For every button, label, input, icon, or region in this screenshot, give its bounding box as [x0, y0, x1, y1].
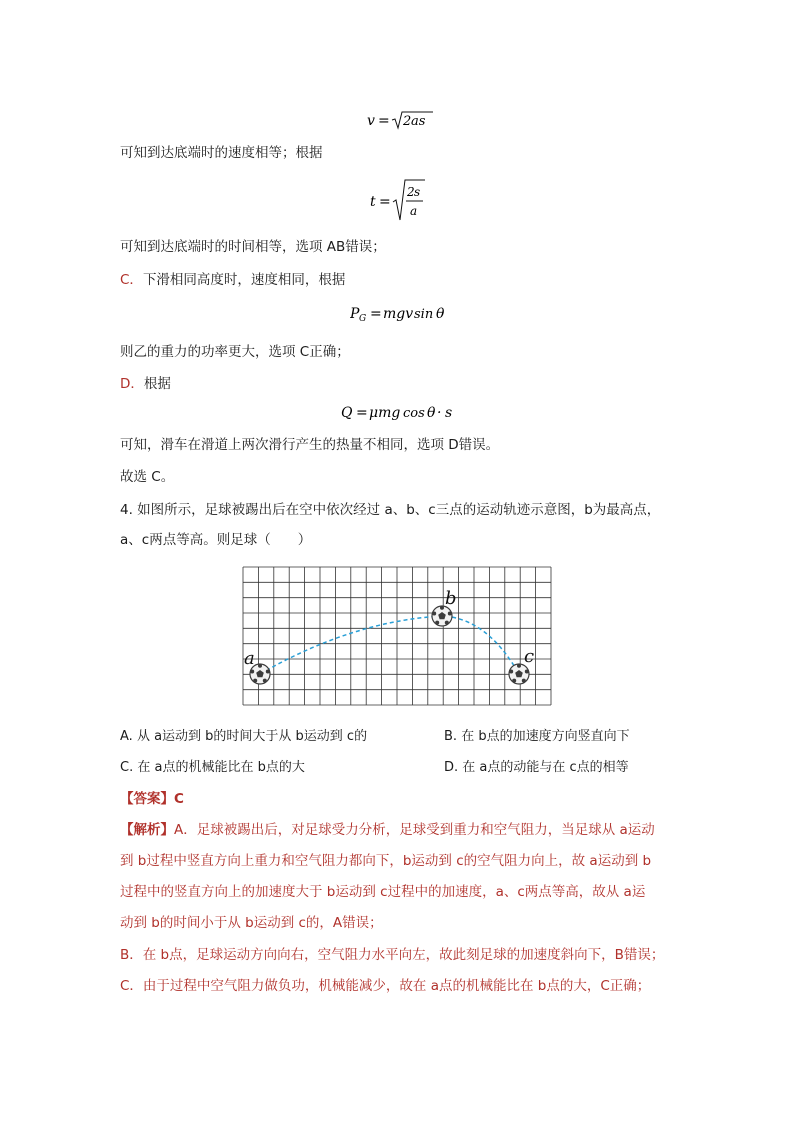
svg-text:=: = — [370, 306, 382, 322]
svg-text:θ: θ — [436, 306, 445, 322]
option-label: C． — [120, 272, 143, 288]
svg-text:a: a — [410, 204, 418, 218]
svg-text:as: as — [411, 114, 426, 129]
text-line: 故选 C。 — [120, 469, 175, 485]
answer-label: 【答案】 — [120, 791, 174, 807]
formula-time — [370, 178, 430, 230]
option-a: A. 从 a运动到 b的时间大于从 b运动到 c的 — [120, 729, 368, 744]
svg-text:Q: Q — [341, 405, 353, 421]
svg-text:cos: cos — [403, 406, 425, 421]
svg-text:=: = — [356, 405, 368, 421]
svg-text:2: 2 — [407, 185, 415, 199]
option-label: D． — [120, 376, 144, 392]
svg-text:v: v — [367, 113, 375, 129]
analysis-line: B．在 b点，足球运动方向向右，空气阻力水平向左，故此刻足球的加速度斜向下，B错误； — [120, 947, 665, 963]
formula-power-render — [350, 303, 450, 325]
analysis-line: 过程中的竖直方向上的加速度大于 b运动到 c过程中的加速度，a、c两点等高，故从 a运 — [120, 884, 646, 900]
svg-text:2: 2 — [403, 114, 412, 129]
svg-text:sin: sin — [414, 307, 434, 322]
formula-velocity — [367, 110, 437, 138]
analysis-label: 【解析】 — [120, 822, 174, 838]
analysis-line: 动到 b的时间小于从 b运动到 c的，A错误； — [120, 915, 383, 931]
svg-text:mgv: mgv — [383, 306, 414, 322]
formula-heat — [341, 402, 461, 430]
svg-text:t: t — [370, 194, 376, 210]
option-c-line: C．下滑相同高度时，速度相同，根据 — [120, 272, 346, 288]
svg-text:θ: θ — [427, 405, 436, 421]
formula-heat-render — [341, 402, 461, 424]
svg-text:μmg: μmg — [369, 405, 401, 421]
point-label: c — [524, 646, 535, 667]
text-line: 可知到达底端时的时间相等，选项 AB错误； — [120, 239, 386, 255]
svg-text:=: = — [379, 194, 391, 210]
answer-line — [120, 789, 184, 809]
analysis-line: C．由于过程中空气阻力做负功，机械能减少，故在 a点的机械能比在 b点的大，C正确； — [120, 978, 651, 994]
point-label: b — [445, 588, 457, 609]
question-stem-cont: a、c两点等高。则足球（ ） — [120, 532, 312, 548]
trajectory-curve — [260, 616, 519, 674]
option-c: C. 在 a点的机械能比在 b点的大 — [120, 760, 305, 775]
point-label: a — [244, 648, 255, 669]
svg-text:s: s — [445, 405, 453, 421]
svg-text:P: P — [350, 306, 360, 322]
formula-power — [350, 303, 450, 331]
text-line: 可知，滑车在滑道上两次滑行产生的热量不相同，选项 D错误。 — [120, 437, 500, 453]
analysis-line: 到 b过程中竖直方向上重力和空气阻力都向下，b运动到 c的空气阻力向上，故 a运动到 b — [120, 853, 652, 869]
text-line: 则乙的重力的功率更大，选项 C正确； — [120, 344, 350, 360]
option-d-line: D．根据 — [120, 376, 171, 392]
option-d: D. 在 a点的动能与在 c点的相等 — [444, 760, 629, 775]
formula-velocity-render — [367, 110, 437, 132]
svg-text:G: G — [359, 314, 367, 324]
answer-value: C — [174, 791, 184, 807]
analysis-line: 【解析】A．足球被踢出后，对足球受力分析，足球受到重力和空气阻力，当足球从 a运动 — [120, 822, 655, 838]
svg-text:·: · — [437, 405, 442, 421]
svg-text:=: = — [378, 113, 390, 129]
trajectory-figure — [242, 566, 552, 706]
svg-text:s: s — [414, 185, 421, 199]
text-line: 可知到达底端时的速度相等；根据 — [120, 145, 323, 161]
question-stem: 4. 如图所示，足球被踢出后在空中依次经过 a、b、c三点的运动轨迹示意图，b为最高点， — [120, 502, 661, 518]
option-b: B. 在 b点的加速度方向竖直向下 — [444, 729, 630, 744]
formula-time-render — [370, 178, 430, 224]
